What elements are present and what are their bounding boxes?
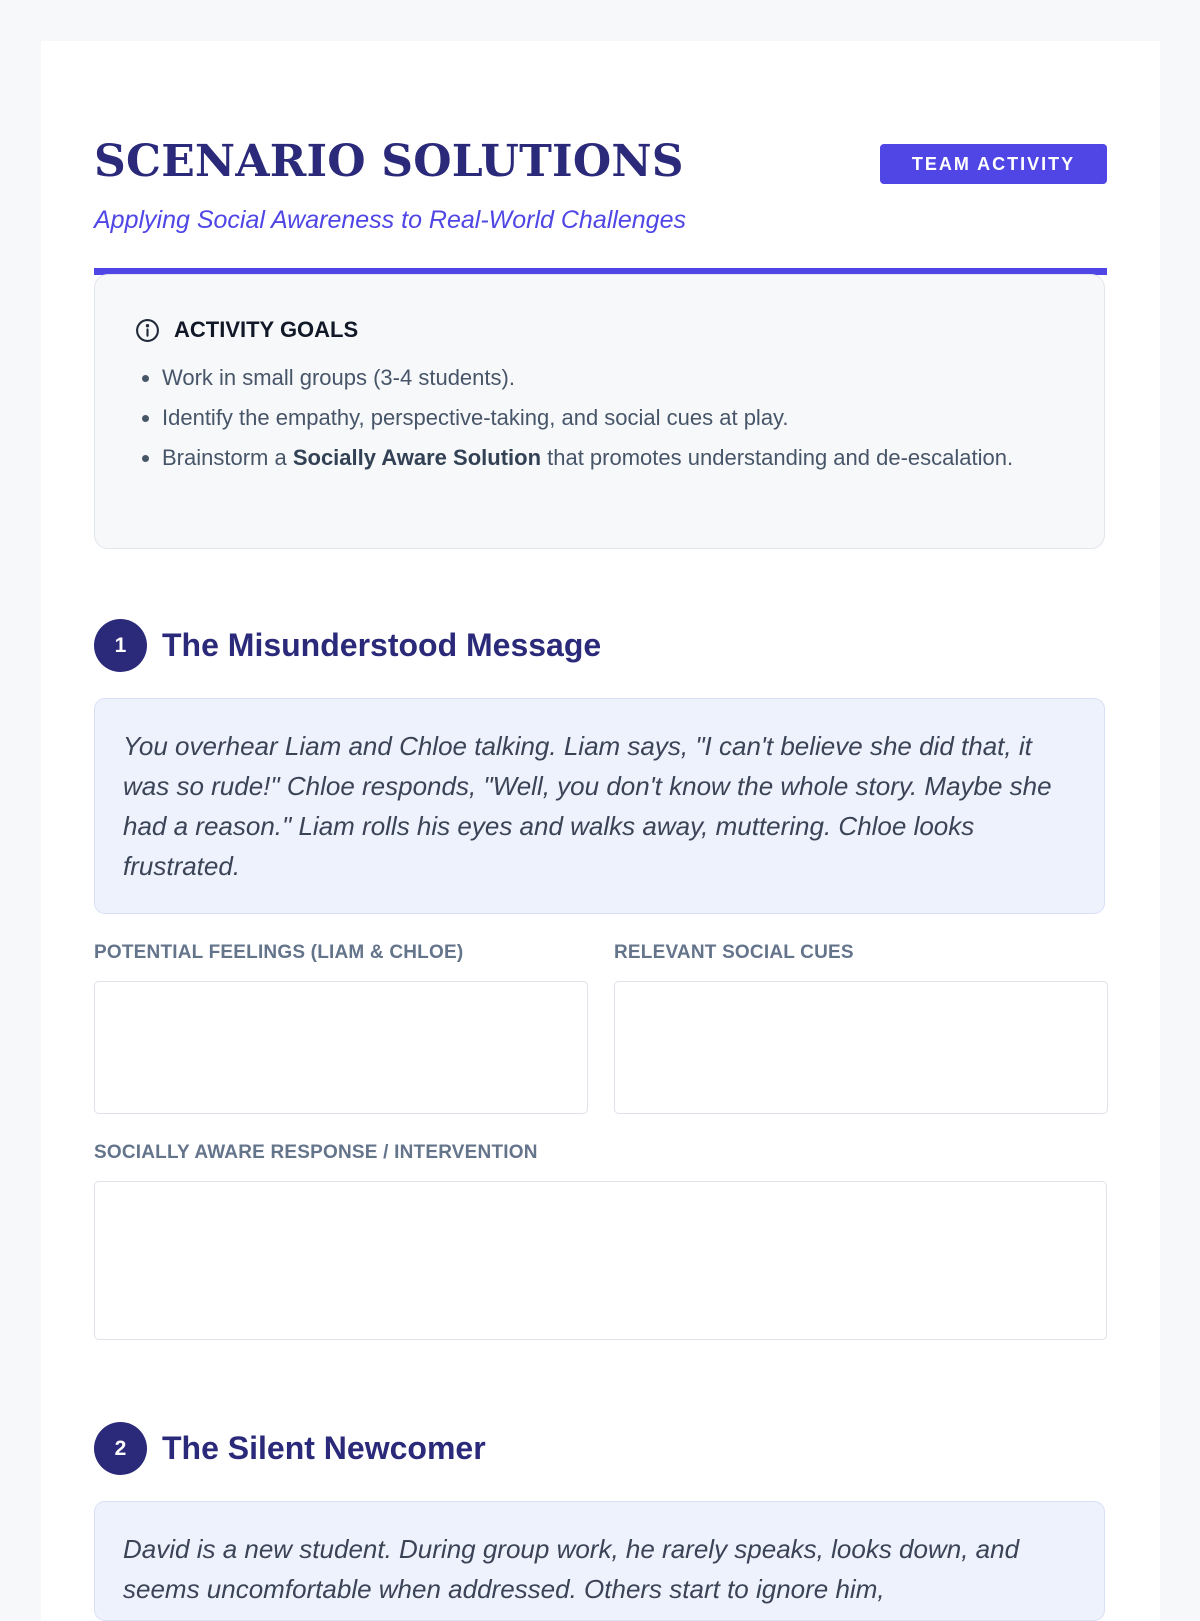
goal-item: • Work in small groups (3-4 students). <box>162 361 1062 394</box>
scenario-title: The Silent Newcomer <box>162 1430 486 1466</box>
scenario-title: The Misunderstood Message <box>162 627 602 663</box>
social-cues-label: RELEVANT SOCIAL CUES <box>614 942 854 963</box>
scenario-1-header <box>94 619 601 672</box>
goal-item-emphasis: Socially Aware Solution <box>292 445 542 470</box>
worksheet-header <box>94 101 1107 275</box>
feelings-label: POTENTIAL FEELINGS (LIAM & CHLOE) <box>94 942 464 963</box>
scenario-2-header <box>94 1422 486 1475</box>
response-field[interactable] <box>94 1181 1107 1340</box>
scenario-1-story: You overhear Liam and Chloe talking. Liam says, "I can't believe she did that, it was so rude!" Chloe responds, "Well, you don't know the whole story. Maybe she had a reason." Liam rolls his eyes and walks away, muttering. Chloe looks frustrated. <box>94 698 1105 914</box>
scenario-number-badge: 1 <box>94 619 147 672</box>
goal-item-text: Brainstorm a <box>162 445 293 470</box>
team-activity-badge: TEAM ACTIVITY <box>880 144 1107 184</box>
activity-goals-title: ACTIVITY GOALS <box>174 317 359 342</box>
response-label: SOCIALLY AWARE RESPONSE / INTERVENTION <box>94 1142 538 1163</box>
feelings-field[interactable] <box>94 981 588 1114</box>
goal-item-text: that promotes understanding and de-escalation. <box>541 445 1014 470</box>
goal-item: • Identify the empathy, perspective-taking, and social cues at play. <box>162 401 1062 434</box>
scenario-2-story: David is a new student. During group work, he rarely speaks, looks down, and seems uncomfortable when addressed. Others start to ignore him, <box>94 1501 1105 1621</box>
info-circle-icon <box>135 318 160 343</box>
activity-goals-list <box>135 361 1062 481</box>
activity-goals-box <box>94 274 1105 549</box>
worksheet-page <box>41 41 1160 1621</box>
scenario-number-badge: 2 <box>94 1422 147 1475</box>
page-subtitle: Applying Social Awareness to Real-World Challenges <box>94 206 686 234</box>
goal-item <box>162 441 1062 474</box>
page-title: SCENARIO SOLUTIONS <box>94 136 684 187</box>
social-cues-field[interactable] <box>614 981 1108 1114</box>
activity-goals-heading <box>135 317 358 343</box>
